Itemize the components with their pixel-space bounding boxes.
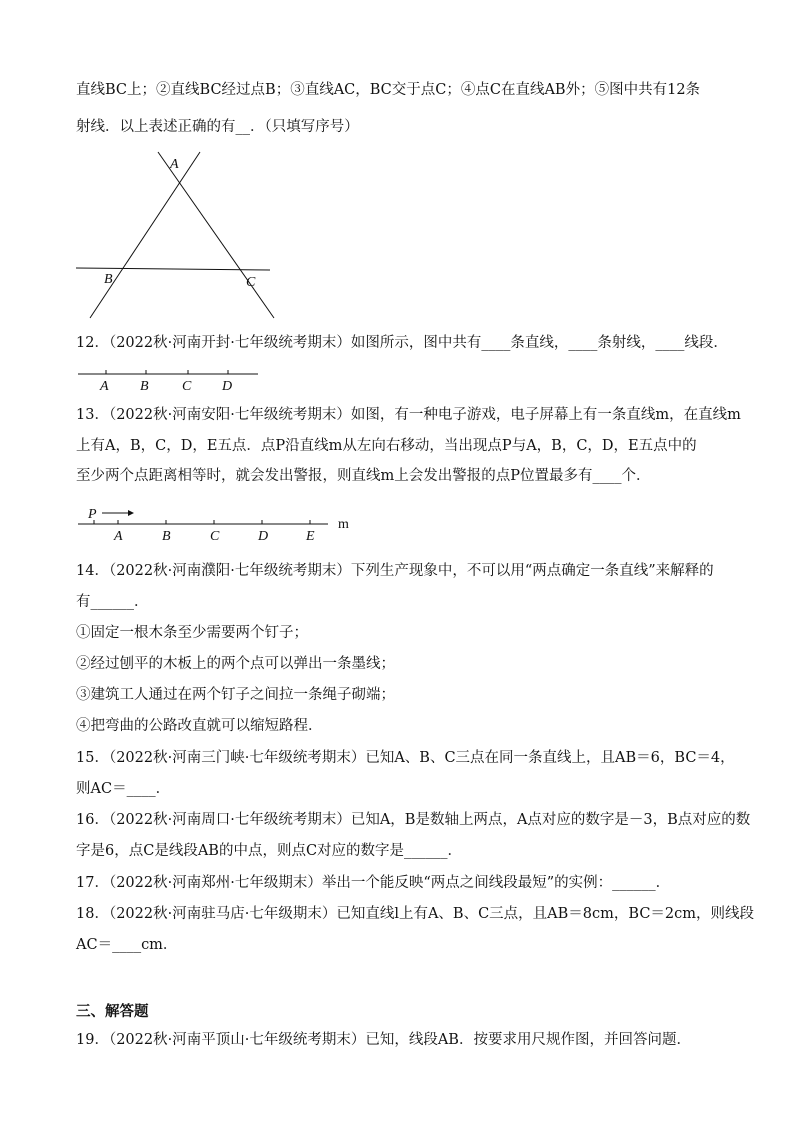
question-15-line-1: 15．（2022秋·河南三门峡·七年级统考期末）已知A、B、C三点在同一条直线上，且AB＝6，BC＝4， <box>76 750 735 766</box>
question-18-line-1: 18．（2022秋·河南驻马店·七年级期末）已知直线l上有A、B、C三点，且AB＝8cm，BC＝2cm，则线段 <box>76 906 755 922</box>
question-19: 19．（2022秋·河南平顶山·七年级统考期末）已知，线段AB．按要求用尺规作图，并回答问题． <box>76 1032 691 1048</box>
text-line-2: 射线．以上表述正确的有__．（只填写序号） <box>76 119 359 135</box>
point-label-e: E <box>306 529 315 544</box>
question-12: 12．（2022秋·河南开封·七年级统考期末）如图所示，图中共有____条直线，____条射线，____线段． <box>76 335 728 351</box>
point-label-b: B <box>104 272 113 287</box>
question-14-option-3: ③建筑工人通过在两个钉子之间拉一条绳子砌端； <box>76 687 395 703</box>
question-15-line-2: 则AC＝____． <box>76 781 171 797</box>
line-m-figure <box>78 502 368 544</box>
point-label-b: B <box>162 529 171 544</box>
question-17: 17．（2022秋·河南郑州·七年级期末）举出一个能反映“两点之间线段最短”的实例：______． <box>76 875 671 891</box>
question-18-line-2: AC＝____cm． <box>76 937 178 953</box>
point-label-b: B <box>140 379 149 394</box>
line-abcd-figure <box>78 368 268 398</box>
question-16-line-1: 16．（2022秋·河南周口·七年级统考期末）已知A，B是数轴上两点，A点对应的数字是－3，B点对应的数 <box>76 812 751 828</box>
question-14-option-1: ①固定一根木条至少需要两个钉子； <box>76 625 308 641</box>
question-14-line-2: 有______． <box>76 594 149 610</box>
point-label-c: C <box>246 275 256 290</box>
triangle-figure <box>74 148 274 323</box>
point-label-c: C <box>182 379 192 394</box>
line-label-m: m <box>338 517 349 532</box>
point-label-a: A <box>100 379 109 394</box>
point-label-c: C <box>210 529 220 544</box>
question-13-line-2: 上有A，B，C，D，E五点．点P沿直线m从左向右移动，当出现点P与A，B，C，D，E五点中的 <box>76 438 697 454</box>
point-label-a: A <box>114 529 123 544</box>
question-13-line-1: 13．（2022秋·河南安阳·七年级统考期末）如图，有一种电子游戏，电子屏幕上有一条直线m，在直线m <box>76 407 741 423</box>
text-line-1: 直线BC上；②直线BC经过点B；③直线AC，BC交于点C；④点C在直线AB外；⑤图中共有12条 <box>76 82 701 98</box>
question-14-option-2: ②经过刨平的木板上的两个点可以弹出一条墨线； <box>76 656 395 672</box>
point-label-d: D <box>258 529 269 544</box>
point-label-a: A <box>170 157 179 172</box>
point-label-p: P <box>88 507 97 522</box>
section-heading: 三、解答题 <box>76 1003 149 1020</box>
question-13-line-3: 至少两个点距离相等时，就会发出警报，则直线m上会发出警报的点P位置最多有____个． <box>76 468 651 484</box>
question-14-line-1: 14．（2022秋·河南濮阳·七年级统考期末）下列生产现象中，不可以用“两点确定一条直线”来解释的 <box>76 563 714 579</box>
point-label-d: D <box>222 379 233 394</box>
question-16-line-2: 字是6，点C是线段AB的中点，则点C对应的数字是______． <box>76 843 463 859</box>
question-14-option-4: ④把弯曲的公路改直就可以缩短路程． <box>76 718 323 734</box>
